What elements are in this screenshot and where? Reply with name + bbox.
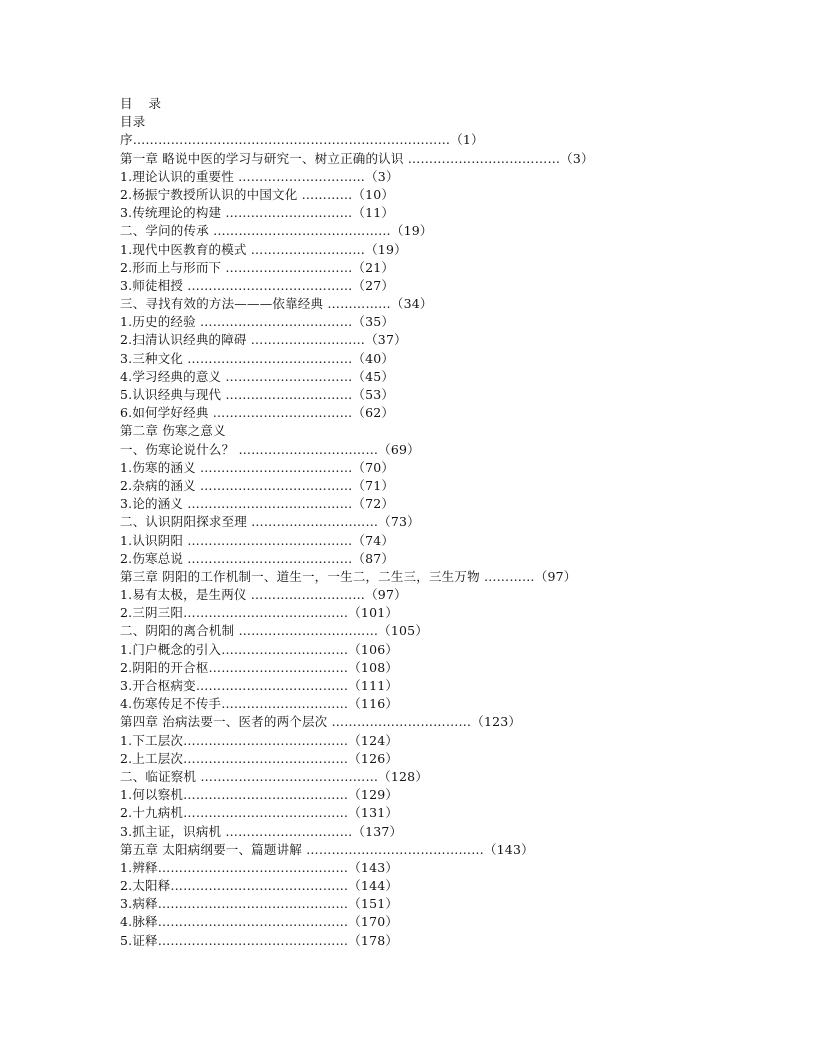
toc-entry: 2.扫清认识经典的障碍 ………………………（37）: [120, 332, 407, 348]
toc-chapter-entry: 第四章 治病法要一、医者的两个层次 ……………………………（123）: [120, 714, 522, 730]
toc-entry: 1.认识阴阳 …………………………………（74）: [120, 532, 395, 548]
toc-entry: 3.传统理论的构建 …………………………（11）: [120, 205, 395, 221]
toc-chapter-entry: 第三章 阴阳的工作机制一、道生一，一生二，二生三，三生万物 …………（97）: [120, 568, 577, 584]
toc-subheading: 目录: [120, 114, 146, 130]
toc-entry: 2.形而上与形而下 …………………………（21）: [120, 259, 395, 275]
toc-chapter-entry: 第一章 略说中医的学习与研究一、树立正确的认识 ………………………………（3）: [120, 150, 594, 166]
toc-entry: 4.脉释………………………………………（170）: [120, 914, 399, 930]
toc-section-entry: 二、阴阳的离合机制 ……………………………（105）: [120, 623, 429, 639]
table-of-contents: [120, 95, 760, 950]
toc-entry: 1.下工层次…………………………………（124）: [120, 732, 399, 748]
toc-entry: 1.何以察机…………………………………（129）: [120, 787, 399, 803]
toc-entry: 1.辨释………………………………………（143）: [120, 859, 399, 875]
toc-entry: 2.伤寒总说 …………………………………（87）: [120, 550, 395, 566]
toc-entry: 3.抓主证，识病机 …………………………（137）: [120, 823, 403, 839]
toc-entry: 序…………………………………………………………………（1）: [120, 132, 484, 148]
toc-entry: 1.理论认识的重要性 …………………………（3）: [120, 168, 399, 184]
toc-section-entry: 一、伤寒论说什么？ ……………………………（69）: [120, 441, 420, 457]
toc-entry: 3.病释………………………………………（151）: [120, 896, 399, 912]
toc-entry: 2.三阴三阳…………………………………（101）: [120, 605, 399, 621]
toc-entry: 4.学习经典的意义 …………………………（45）: [120, 368, 395, 384]
toc-entry: 1.易有太极，是生两仪 ………………………（97）: [120, 587, 407, 603]
toc-entry: 2.阴阳的开合枢……………………………（108）: [120, 659, 399, 675]
toc-entry: 3.论的涵义 …………………………………（72）: [120, 496, 395, 512]
toc-entry: 1.门户概念的引入…………………………（106）: [120, 641, 399, 657]
toc-entry: 2.杨振宁教授所认识的中国文化 …………（10）: [120, 186, 395, 202]
toc-entry: 1.历史的经验 ………………………………（35）: [120, 314, 395, 330]
toc-entry: 4.伤寒传足不传手…………………………（116）: [120, 696, 399, 712]
toc-section-entry: 二、学问的传承 ……………………………………（19）: [120, 223, 433, 239]
toc-entry: 2.十九病机…………………………………（131）: [120, 805, 399, 821]
toc-entry: 3.开合枢病变………………………………（111）: [120, 678, 399, 693]
toc-entry: 1.伤寒的涵义 ………………………………（70）: [120, 459, 395, 475]
toc-entry: 6.如何学好经典 ……………………………（62）: [120, 405, 395, 421]
toc-entry: 3.师徒相授 …………………………………（27）: [120, 277, 395, 293]
toc-entry: 1.现代中医教育的模式 ………………………（19）: [120, 241, 407, 257]
toc-entry: 5.证释………………………………………（178）: [120, 932, 399, 948]
toc-chapter-entry: 第五章 太阳病纲要一、篇题讲解 ……………………………………（143）: [120, 841, 534, 857]
toc-section-entry: 二、临证察机 ……………………………………（128）: [120, 768, 429, 784]
toc-entry: 2.太阳释……………………………………（144）: [120, 878, 399, 894]
toc-entry: 5.认识经典与现代 …………………………（53）: [120, 387, 395, 402]
toc-chapter-entry: 第二章 伤寒之意义: [120, 423, 226, 439]
toc-entry: 2.上工层次…………………………………（126）: [120, 750, 399, 766]
toc-entry: 2.杂病的涵义 ………………………………（71）: [120, 477, 395, 493]
toc-section-entry: 三、寻找有效的方法———依靠经典 ……………（34）: [120, 296, 433, 312]
toc-entry: 3.三种文化 …………………………………（40）: [120, 350, 395, 366]
toc-heading: 目 录: [120, 96, 167, 111]
toc-section-entry: 二、认识阴阳探求至理 …………………………（73）: [120, 514, 420, 530]
